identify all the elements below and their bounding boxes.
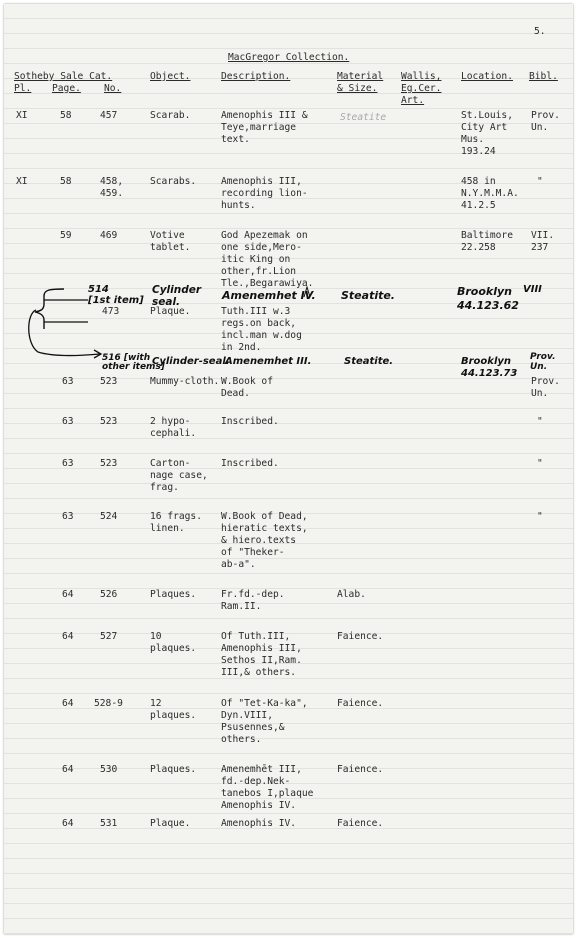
row10-no: 527	[100, 631, 118, 642]
row8-no: 524	[100, 511, 118, 522]
row2-no: 458, 459.	[100, 176, 124, 199]
hw-row-514-object: Cylinder seal.	[152, 284, 202, 308]
row13-page: 64	[62, 818, 74, 829]
row6-description: Inscribed.	[221, 416, 279, 427]
row3-no: 469	[100, 230, 118, 241]
row1-description: Amenophis III & Teye,marriage text.	[221, 110, 308, 145]
row10-description: Of Tuth.III, Amenophis III, Sethos II,Ram. III,& others.	[221, 631, 302, 678]
row7-page: 63	[62, 458, 74, 469]
row5-no: 523	[100, 376, 118, 387]
row8-bibl: "	[537, 511, 543, 522]
row9-page: 64	[62, 589, 74, 600]
hw-row-514-material: Steatite.	[341, 289, 395, 302]
hw-row-514-location: Brooklyn 44.123.62	[457, 285, 519, 312]
row12-no: 530	[100, 764, 118, 775]
hw-row-516-material: Steatite.	[344, 356, 394, 367]
row6-no: 523	[100, 416, 118, 427]
row1-no: 457	[100, 110, 118, 121]
row13-material: Faience.	[337, 818, 384, 829]
row8-description: W.Book of Dead, hieratic texts, & hiero.texts of "Theker- ab-a".	[221, 511, 308, 570]
row9-description: Fr.fd.-dep. Ram.II.	[221, 589, 285, 612]
row12-material: Faience.	[337, 764, 384, 775]
row6-page: 63	[62, 416, 74, 427]
row2-description: Amenophis III, recording lion- hunts.	[221, 176, 308, 211]
row4-object: Plaque.	[150, 306, 191, 317]
row1-object: Scarab.	[150, 110, 191, 121]
handwritten-bracket-arrow	[4, 4, 573, 934]
row4-no: 473	[102, 306, 120, 317]
row2-bibl: "	[537, 176, 543, 187]
row10-page: 64	[62, 631, 74, 642]
header-description: Description.	[221, 71, 291, 82]
row9-material: Alab.	[337, 589, 366, 600]
row6-object: 2 hypo- cephali.	[150, 416, 197, 439]
row2-object: Scarabs.	[150, 176, 197, 187]
row2-location: 458 in N.Y.M.M.A. 41.2.5	[461, 176, 519, 211]
row1-location: St.Louis, City Art Mus. 193.24	[461, 110, 513, 157]
row7-description: Inscribed.	[221, 458, 279, 469]
row7-bibl: "	[537, 458, 543, 469]
row3-location: Baltimore 22.258	[461, 230, 513, 253]
header-material-size: Material & Size.	[337, 71, 384, 94]
row12-object: Plaques.	[150, 764, 197, 775]
row10-object: 10 plaques.	[150, 631, 197, 654]
row7-no: 523	[100, 458, 118, 469]
row5-description: W.Book of Dead.	[221, 376, 273, 399]
row5-object: Mummy-cloth.	[150, 376, 220, 387]
hw-row-514-bibl: VIII	[523, 284, 542, 295]
hw-row-514-no: 514 [1st item]	[88, 284, 144, 306]
row5-page: 63	[62, 376, 74, 387]
header-no: No.	[104, 83, 122, 94]
row1-bibl: Prov. Un.	[531, 110, 560, 133]
row3-bibl: VII. 237	[531, 230, 555, 253]
hw-row-516-description: Amenemhet III.	[225, 356, 312, 367]
row7-object: Carton- nage case, frag.	[150, 458, 208, 493]
row8-page: 63	[62, 511, 74, 522]
row11-page: 64	[62, 698, 74, 709]
row12-description: Amenemhēt III, fd.-dep.Nek- tanebos I,plaque Amenophis IV.	[221, 764, 314, 811]
row11-object: 12 plaques.	[150, 698, 197, 721]
row4-description: Tuth.III w.3 regs.on back, incl.man w.dog in 2nd.	[221, 306, 302, 353]
row3-page: 59	[60, 230, 72, 241]
row9-object: Plaques.	[150, 589, 197, 600]
hw-row-516-object: Cylinder-seal.	[152, 356, 230, 367]
row10-material: Faience.	[337, 631, 384, 642]
row8-object: 16 frags. linen.	[150, 511, 202, 534]
header-bibl: Bibl.	[529, 71, 558, 82]
header-object: Object.	[150, 71, 191, 82]
page-number: 5.	[534, 26, 546, 37]
row11-description: Of "Tet-Ka-ka", Dyn.VIII, Psusennes,& others.	[221, 698, 308, 745]
page-title: MacGregor Collection.	[228, 52, 350, 63]
row13-no: 531	[100, 818, 118, 829]
row2-page: 58	[60, 176, 72, 187]
hw-row-514-description: Amenemhet IV.	[222, 289, 316, 302]
row1-page: 58	[60, 110, 72, 121]
row9-no: 526	[100, 589, 118, 600]
row13-description: Amenophis IV.	[221, 818, 297, 829]
header-location: Location.	[461, 71, 513, 82]
row1-pl: XI	[16, 110, 28, 121]
row3-object: Votive tablet.	[150, 230, 191, 253]
header-sotheby-sale-cat: Sotheby Sale Cat.	[14, 71, 113, 82]
row3-description: God Apezemak on one side,Mero- itic King on other,fr.Lion Tle.,Begarawiya.	[221, 230, 314, 289]
header-pl: Pl.	[14, 83, 32, 94]
row12-page: 64	[62, 764, 74, 775]
hw-row-516-no: 516 [with other items]	[102, 353, 165, 372]
hw-row-516-location: Brooklyn 44.123.73	[461, 356, 518, 379]
row1-material: Steatite	[340, 112, 387, 123]
row6-bibl: "	[537, 416, 543, 427]
header-page: Page.	[52, 83, 81, 94]
document-page	[4, 4, 573, 934]
row5-bibl: Prov. Un.	[531, 376, 560, 399]
header-wallis: Wallis, Eg.Cer. Art.	[401, 71, 442, 106]
row2-pl: XI	[16, 176, 28, 187]
hw-row-516-bibl: Prov. Un.	[530, 352, 556, 372]
row11-no: 528-9	[94, 698, 123, 709]
row11-material: Faience.	[337, 698, 384, 709]
row13-object: Plaque.	[150, 818, 191, 829]
